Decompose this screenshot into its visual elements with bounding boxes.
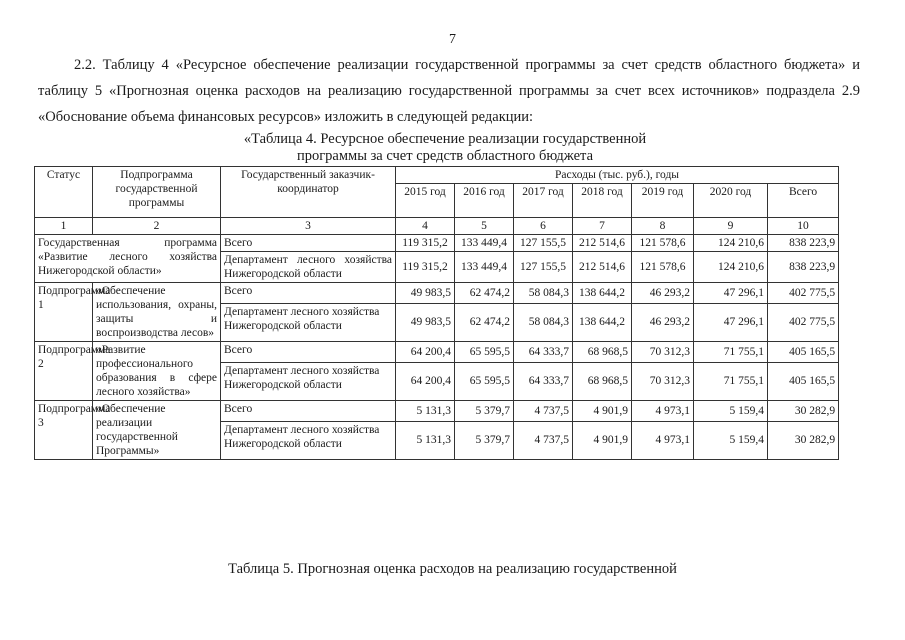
value-cell: 30 282,9 bbox=[768, 401, 839, 422]
col-number: 8 bbox=[632, 218, 694, 235]
subprogram-name: «Развитие профессионального образования в сфере лесного хозяйства» bbox=[93, 342, 221, 401]
value-cell: 133 449,4 bbox=[455, 235, 514, 252]
value-cell: 62 474,2 bbox=[455, 283, 514, 304]
value-cell: 138 644,2 bbox=[573, 283, 632, 304]
header-subprogram: Подпрограмма государственной программы bbox=[93, 167, 221, 218]
value-cell: 65 595,5 bbox=[455, 362, 514, 400]
column-numbers-row bbox=[35, 218, 839, 235]
value-cell: 64 333,7 bbox=[514, 342, 573, 363]
value-cell: 64 200,4 bbox=[396, 362, 455, 400]
value-cell: 127 155,5 bbox=[514, 252, 573, 283]
year-header: 2016 год bbox=[455, 184, 514, 218]
table-row bbox=[35, 342, 839, 363]
table-row bbox=[35, 235, 839, 252]
value-cell: 70 312,3 bbox=[632, 342, 694, 363]
col-number: 6 bbox=[514, 218, 573, 235]
value-cell: 71 755,1 bbox=[694, 362, 768, 400]
value-cell: 58 084,3 bbox=[514, 303, 573, 341]
value-cell: 68 968,5 bbox=[573, 342, 632, 363]
value-cell: 212 514,6 bbox=[573, 252, 632, 283]
value-cell: 49 983,5 bbox=[396, 283, 455, 304]
value-cell: 4 901,9 bbox=[573, 401, 632, 422]
value-cell: 838 223,9 bbox=[768, 252, 839, 283]
col-number: 10 bbox=[768, 218, 839, 235]
year-header: Всего bbox=[768, 184, 839, 218]
value-cell: 119 315,2 bbox=[396, 252, 455, 283]
value-cell: 121 578,6 bbox=[632, 235, 694, 252]
value-cell: 127 155,5 bbox=[514, 235, 573, 252]
header-expenses: Расходы (тыс. руб.), годы bbox=[396, 167, 839, 184]
header-row bbox=[35, 167, 839, 184]
value-cell: 70 312,3 bbox=[632, 362, 694, 400]
row-label: Всего bbox=[221, 401, 396, 422]
value-cell: 405 165,5 bbox=[768, 342, 839, 363]
value-cell: 4 737,5 bbox=[514, 421, 573, 459]
value-cell: 62 474,2 bbox=[455, 303, 514, 341]
col-number: 2 bbox=[93, 218, 221, 235]
row-label: Всего bbox=[221, 235, 396, 252]
value-cell: 124 210,6 bbox=[694, 252, 768, 283]
value-cell: 119 315,2 bbox=[396, 235, 455, 252]
value-cell: 5 379,7 bbox=[455, 401, 514, 422]
value-cell: 4 973,1 bbox=[632, 421, 694, 459]
row-label: Всего bbox=[221, 283, 396, 304]
value-cell: 58 084,3 bbox=[514, 283, 573, 304]
value-cell: 133 449,4 bbox=[455, 252, 514, 283]
value-cell: 64 333,7 bbox=[514, 362, 573, 400]
value-cell: 47 296,1 bbox=[694, 303, 768, 341]
table4-title bbox=[230, 131, 660, 165]
value-cell: 5 159,4 bbox=[694, 401, 768, 422]
subprogram-name: «Обеспечение использования, охраны, защиты и воспроизводства лесов» bbox=[93, 283, 221, 342]
value-cell: 402 775,5 bbox=[768, 303, 839, 341]
value-cell: 5 159,4 bbox=[694, 421, 768, 459]
row-label: Всего bbox=[221, 342, 396, 363]
table-row bbox=[35, 401, 839, 422]
value-cell: 64 200,4 bbox=[396, 342, 455, 363]
value-cell: 212 514,6 bbox=[573, 235, 632, 252]
resource-table bbox=[34, 166, 839, 460]
value-cell: 65 595,5 bbox=[455, 342, 514, 363]
year-header: 2017 год bbox=[514, 184, 573, 218]
table4-title-line1: «Таблица 4. Ресурсное обеспечение реализации государственной bbox=[243, 131, 647, 147]
col-number: 9 bbox=[694, 218, 768, 235]
value-cell: 46 293,2 bbox=[632, 303, 694, 341]
value-cell: 138 644,2 bbox=[573, 303, 632, 341]
subprogram-status: Подпрограмма 2 bbox=[35, 342, 93, 401]
value-cell: 838 223,9 bbox=[768, 235, 839, 252]
state-program-name: Государственная программа «Развитие лесного хозяйства Нижегородской области» bbox=[35, 235, 221, 283]
amendment-text: 2.2. Таблицу 4 «Ресурсное обеспечение реализации государственной программы за счет средств областного бюджета» и таблицу 5 «Прогнозная оценка расходов на реализацию государственной программы за счет всех источников» подраздела 2.9 «Обоснование объема финансовых ресурсов» изложить в следующей редакции: bbox=[38, 57, 860, 125]
value-cell: 46 293,2 bbox=[632, 283, 694, 304]
year-header: 2019 год bbox=[632, 184, 694, 218]
col-number: 5 bbox=[455, 218, 514, 235]
row-label: Департамент лесного хозяйства Нижегородской области bbox=[221, 362, 396, 400]
year-header: 2015 год bbox=[396, 184, 455, 218]
year-header: 2018 год bbox=[573, 184, 632, 218]
value-cell: 68 968,5 bbox=[573, 362, 632, 400]
col-number: 7 bbox=[573, 218, 632, 235]
row-label: Департамент лесного хозяйства Нижегородской области bbox=[221, 303, 396, 341]
table-row bbox=[35, 283, 839, 304]
amendment-paragraph bbox=[38, 52, 860, 130]
value-cell: 121 578,6 bbox=[632, 252, 694, 283]
row-label: Департамент лесного хозяйства Нижегородской области bbox=[221, 421, 396, 459]
table5-title: Таблица 5. Прогнозная оценка расходов на реализацию государственной bbox=[228, 561, 677, 577]
value-cell: 402 775,5 bbox=[768, 283, 839, 304]
subprogram-status: Подпрограмма 1 bbox=[35, 283, 93, 342]
value-cell: 5 379,7 bbox=[455, 421, 514, 459]
col-number: 4 bbox=[396, 218, 455, 235]
year-header: 2020 год bbox=[694, 184, 768, 218]
header-customer: Государственный заказчик-координатор bbox=[221, 167, 396, 218]
value-cell: 4 973,1 bbox=[632, 401, 694, 422]
table4-title-line2: программы за счет средств областного бюджета bbox=[296, 148, 594, 164]
row-label: Департамент лесного хозяйства Нижегородской области bbox=[221, 252, 396, 283]
value-cell: 124 210,6 bbox=[694, 235, 768, 252]
value-cell: 30 282,9 bbox=[768, 421, 839, 459]
value-cell: 405 165,5 bbox=[768, 362, 839, 400]
page-number: 7 bbox=[449, 32, 456, 47]
value-cell: 47 296,1 bbox=[694, 283, 768, 304]
col-number: 1 bbox=[35, 218, 93, 235]
value-cell: 71 755,1 bbox=[694, 342, 768, 363]
col-number: 3 bbox=[221, 218, 396, 235]
subprogram-name: «Обеспечение реализации государственной Программы» bbox=[93, 401, 221, 460]
value-cell: 4 901,9 bbox=[573, 421, 632, 459]
subprogram-status: Подпрограмма 3 bbox=[35, 401, 93, 460]
value-cell: 49 983,5 bbox=[396, 303, 455, 341]
value-cell: 4 737,5 bbox=[514, 401, 573, 422]
value-cell: 5 131,3 bbox=[396, 401, 455, 422]
value-cell: 5 131,3 bbox=[396, 421, 455, 459]
header-status: Статус bbox=[35, 167, 93, 218]
